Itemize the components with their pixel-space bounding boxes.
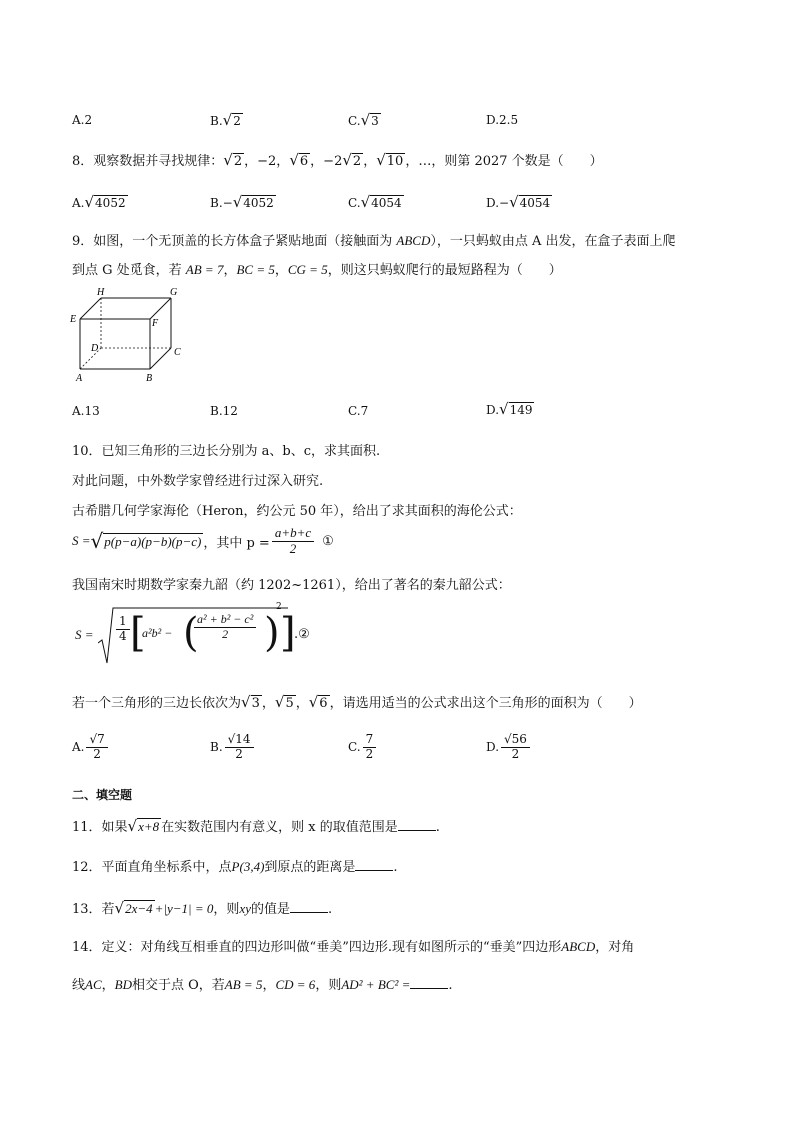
q10-side: 5 [285, 696, 294, 711]
q13-abs: +|y−1| = 0 [154, 901, 214, 916]
q8-separator: ， [244, 154, 258, 169]
left-bracket: [ [130, 610, 146, 656]
q7-option-d: D.2.5 [486, 113, 519, 127]
radical-icon: √ [289, 151, 299, 169]
q10-side: 6 [319, 696, 328, 711]
q10-line1: 10．已知三角形的三边长分别为 a、b、c，求其面积. [72, 444, 381, 459]
q14-text: ， [101, 978, 115, 993]
q8-option-b [210, 193, 276, 211]
q9-text: ， [274, 263, 288, 278]
qin-lhs: S = [75, 627, 94, 642]
q10-side: 3 [251, 696, 260, 711]
q8-option-d-label: D.− [486, 196, 510, 210]
qin-exponent: 2 [276, 602, 282, 612]
q12-end: . [393, 860, 398, 875]
q10-stem-text: 若一个三角形的三边长依次为 [72, 696, 242, 711]
heron-mark: ① [322, 533, 334, 549]
q10-option-a [72, 733, 110, 762]
q12 [72, 856, 398, 875]
q10-option-a-value [86, 733, 107, 762]
q13 [72, 898, 332, 917]
label-f: F [152, 318, 159, 329]
q9-text: 到点 G 处觅食，若 [72, 263, 186, 278]
heron-where: ，其中 p = [203, 535, 270, 551]
q14-line1 [72, 936, 634, 955]
q10-separator: ， [295, 696, 309, 711]
heron-formula [72, 526, 334, 557]
q10-line3: 古希腊几何学家海伦（Heron，约公元 50 年），给出了求其面积的海伦公式： [72, 504, 522, 519]
q9-text: ），一只蚂蚁由点 A 出发，在盒子表面上爬 [430, 234, 676, 249]
q14-math: AB = 5 [224, 977, 263, 992]
heron-radicand: p(p−a)(p−b)(p−c) [104, 534, 202, 550]
radical-icon: √ [223, 151, 233, 169]
q9-option-a: A.13 [72, 404, 100, 418]
label-g: G [170, 287, 178, 298]
q10-option-d [486, 733, 532, 762]
q10-option-c-num: 7 [363, 733, 377, 748]
q8-option-a [72, 193, 128, 211]
q14-text: 14．定义：对角线互相垂直的四边形叫做“垂美”四边形.现有如图所示的“垂美”四边形 [72, 940, 562, 955]
qin-inner-num: a² + b² − c² [194, 613, 256, 628]
q7-option-c-radicand: 3 [371, 114, 379, 128]
heron-p-den: 2 [289, 540, 297, 556]
q14-text: ，对角 [595, 940, 635, 955]
qin-quarter-num: 1 [116, 615, 130, 630]
q7-option-b-radicand: 2 [233, 114, 241, 128]
q8-stem [72, 150, 603, 170]
qin-mark: .② [294, 627, 310, 642]
q8-option-d-radicand: 4054 [519, 196, 551, 210]
q10-option-c [348, 733, 378, 762]
radical-icon: √ [342, 151, 352, 169]
q8-stem-text: 8．观察数据并寻找规律： [72, 154, 224, 169]
q10-option-b [210, 733, 256, 762]
q8-separator: ， [405, 154, 419, 169]
q8-term: −2 [323, 154, 343, 169]
q12-text: 到原点的距离是 [264, 860, 356, 875]
radical-icon: √ [84, 193, 95, 211]
q9-text: ， [223, 263, 237, 278]
q8-option-d [486, 193, 552, 211]
q7-option-a: A.2 [72, 113, 93, 127]
qin-formula [72, 602, 372, 667]
radical-icon: √ [241, 693, 251, 711]
q10-option-a-label: A. [72, 740, 85, 755]
q8-option-c-label: C. [348, 196, 361, 210]
q10-separator: ， [261, 696, 275, 711]
answer-blank[interactable] [398, 818, 436, 831]
radical-icon: √ [90, 529, 104, 554]
label-h: H [97, 287, 105, 298]
q9-stem-line1 [72, 230, 676, 249]
radical-icon: √ [222, 111, 233, 129]
q14-end: . [448, 978, 453, 993]
q9-text: ，则这只蚂蚁爬行的最短路程为（ ） [327, 263, 562, 278]
q14-math: CD = 6 [275, 977, 316, 992]
radical-icon: √ [114, 899, 125, 917]
q9-option-b: B.12 [210, 404, 238, 418]
left-paren: ( [183, 610, 199, 656]
q7-option-b-label: B. [210, 114, 223, 128]
right-paren: ) [264, 610, 280, 656]
answer-blank[interactable] [290, 900, 328, 913]
section-title: 二、填空题 [72, 788, 133, 802]
q7-option-b [210, 111, 243, 129]
q7-option-c [348, 111, 381, 129]
qin-quarter [116, 615, 130, 644]
label-a: A [76, 373, 83, 384]
q10-option-c-den: 2 [365, 746, 374, 761]
q14-line2 [72, 974, 453, 993]
q9-text: 9．如图，一个无顶盖的长方体盒子紧贴地面（接触面为 [72, 234, 397, 249]
q10-option-b-label: B. [210, 740, 223, 755]
q13-text: 13．若 [72, 902, 115, 917]
q14-text: ，则 [315, 978, 342, 993]
qin-inner-den: 2 [222, 626, 229, 641]
q8-option-a-radicand: 4052 [95, 196, 126, 210]
q10-line2: 对此问题，中外数学家曾经进行过深入研究. [72, 474, 324, 489]
label-c: C [174, 347, 181, 358]
q9-box-figure [66, 284, 196, 386]
q10-option-c-value [363, 733, 377, 762]
q9-math: CG = 5 [287, 262, 328, 277]
q8-separator: ， [363, 154, 377, 169]
q8-stem-end: …，则第 2027 个数是（ ） [418, 154, 603, 169]
answer-blank[interactable] [355, 858, 393, 871]
right-bracket: ] [280, 610, 296, 656]
q9-stem-line2 [72, 259, 562, 278]
q14-text: 相交于点 O，若 [132, 978, 225, 993]
q11-end: . [435, 820, 440, 835]
radical-icon: √ [360, 111, 371, 129]
q8-term: 10 [386, 154, 404, 169]
q13-xy: xy [239, 901, 251, 916]
q8-term: 6 [299, 154, 309, 169]
radical-icon: √ [308, 693, 319, 711]
q10-option-d-den: 2 [511, 746, 520, 761]
label-b: B [146, 373, 153, 384]
q8-option-c [348, 193, 404, 211]
q10-stem-text: ，请选用适当的公式求出这个三角形的面积为（ ） [329, 696, 642, 711]
radical-icon: √ [274, 693, 285, 711]
q12-text: 12．平面直角坐标系中，点 [72, 860, 232, 875]
q8-option-a-label: A. [72, 196, 85, 210]
radical-icon: √ [360, 193, 371, 211]
qin-term: a²b² − [142, 626, 173, 640]
q13-text: 的值是 [250, 902, 290, 917]
q8-term: 2 [233, 154, 243, 169]
radical-icon: √ [509, 193, 519, 211]
q14-text: ， [262, 978, 276, 993]
q11-text: 11．如果 [72, 820, 128, 835]
q8-option-b-radicand: 4052 [243, 196, 274, 210]
radical-icon: √ [232, 193, 243, 211]
q10-option-d-label: D. [486, 740, 500, 755]
q9-option-d-radicand: 149 [509, 403, 533, 417]
label-e: E [70, 314, 77, 325]
q9-option-c: C.7 [348, 404, 369, 418]
q14-math: ABCD [561, 939, 596, 954]
q10-line4: 我国南宋时期数学家秦九韶（约 1202~1261），给出了著名的秦九韶公式： [72, 578, 511, 593]
q9-math: BC = 5 [236, 262, 275, 277]
q10-option-b-value [225, 733, 254, 762]
q8-term: 2 [352, 154, 362, 169]
q9-option-d [486, 400, 534, 418]
q10-option-b-num: √14 [225, 733, 254, 748]
label-d: D [91, 343, 99, 354]
q7-option-c-label: C. [348, 114, 361, 128]
q9-math: ABCD [396, 233, 431, 248]
q9-math: AB = 7 [185, 262, 224, 277]
q14-text: 线 [72, 978, 86, 993]
answer-blank[interactable] [410, 976, 448, 989]
q14-math: AC [85, 977, 102, 992]
q11-radicand: x+8 [138, 819, 160, 834]
q14-math: AD² + BC² = [341, 977, 411, 992]
q10-option-c-label: C. [348, 740, 361, 755]
qin-quarter-den: 4 [119, 628, 127, 643]
q13-radicand: 2x−4 [125, 901, 153, 916]
heron-lhs: S = [72, 533, 91, 549]
q8-option-b-label: B.− [210, 196, 233, 210]
q10-option-b-den: 2 [235, 746, 243, 761]
q14-math: BD [114, 977, 132, 992]
radical-icon: √ [127, 817, 138, 835]
radical-icon: √ [499, 400, 509, 418]
radical-icon: √ [376, 151, 386, 169]
q10-option-d-num: √56 [501, 733, 530, 748]
q13-text: ，则 [213, 902, 240, 917]
q10-option-d-value [501, 733, 530, 762]
heron-p-num: a+b+c [272, 526, 314, 542]
heron-p-fraction [272, 526, 314, 557]
q11 [72, 816, 440, 835]
q10-stem [72, 692, 642, 712]
q8-separator: ， [310, 154, 324, 169]
q10-option-a-den: 2 [93, 746, 101, 761]
qin-inner-fraction [194, 613, 256, 642]
q9-option-d-label: D. [486, 403, 500, 417]
q10-option-a-num: √7 [86, 733, 107, 748]
q8-term: −2， [257, 154, 290, 169]
q13-end: . [327, 902, 333, 917]
q11-text: 在实数范围内有意义，则 x 的取值范围是 [161, 820, 398, 835]
q8-option-c-radicand: 4054 [371, 196, 402, 210]
q12-point: P(3,4) [231, 859, 265, 874]
